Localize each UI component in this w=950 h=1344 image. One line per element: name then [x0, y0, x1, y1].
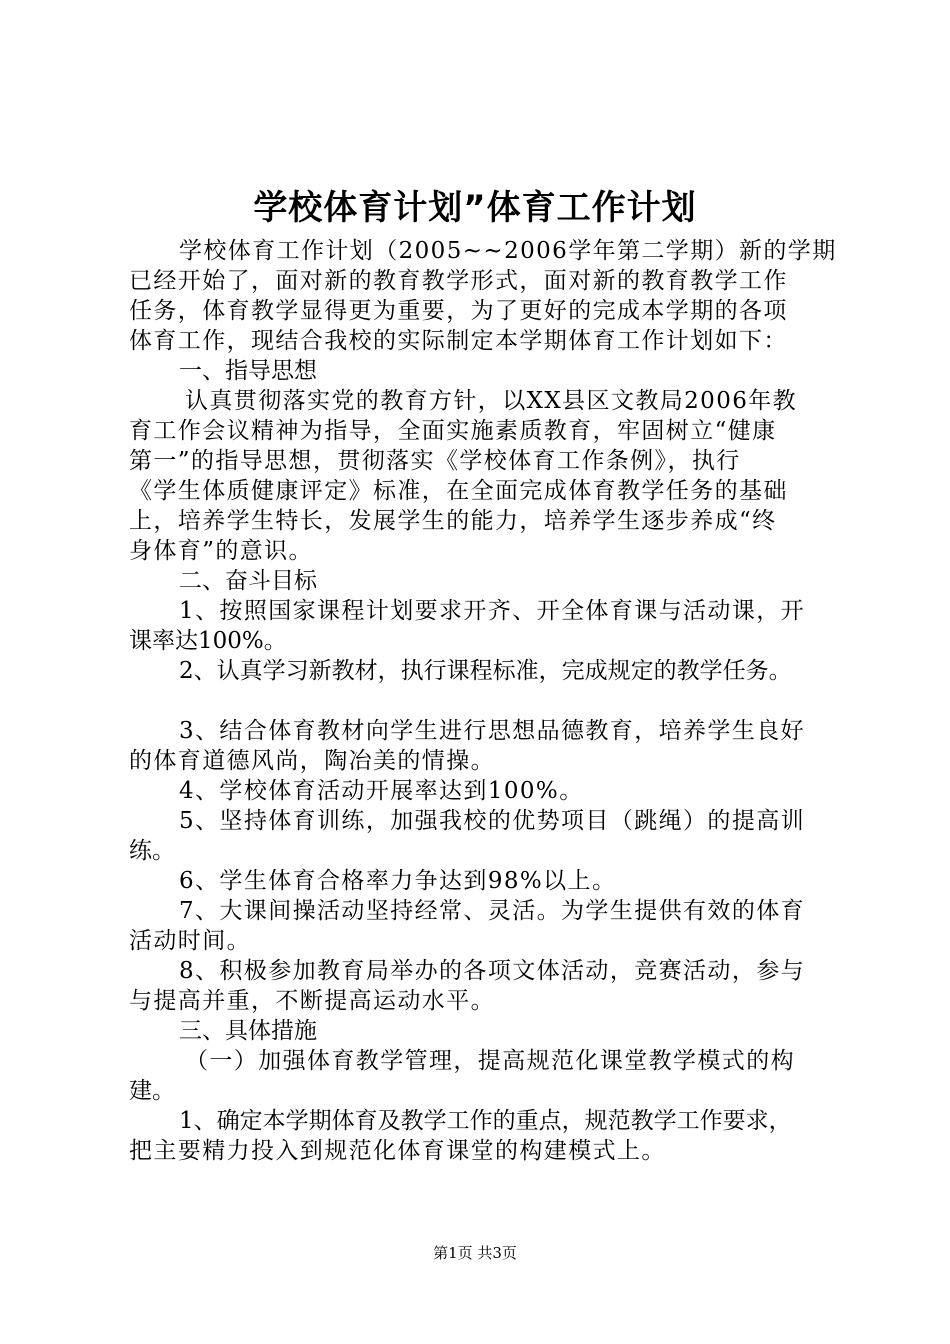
paragraph-line: 已经开始了，面对新的教育教学形式，面对新的教育教学工作: [129, 268, 788, 294]
list-item: 1、按照国家课程计划要求开齐、开全体育课与活动课，开: [179, 598, 806, 624]
paragraph-line: 第一”的指导思想，贯彻落实《学校体育工作条例》，执行: [129, 448, 741, 474]
blank-line: [129, 686, 839, 716]
section-heading: 三、具体措施: [179, 1018, 317, 1044]
paragraph-line: 身体育”的意识。: [129, 538, 313, 564]
list-item: 5、坚持体育训练，加强我校的优势项目（跳绳）的提高训: [179, 808, 806, 834]
subsection-heading: （一）加强体育教学管理，提高规范化课堂教学模式的构: [185, 1048, 795, 1074]
list-item: 把主要精力投入到规范化体育课堂的构建模式上。: [129, 1138, 666, 1164]
document-title: 学校体育计划”体育工作计划: [253, 188, 697, 228]
list-item: 的体育道德风尚，陶冶美的情操。: [129, 748, 495, 774]
paragraph-line: 育工作会议精神为指导，全面实施素质教育，牢固树立“健康: [129, 418, 777, 444]
paragraph-line: 体育工作，现结合我校的实际制定本学期体育工作计划如下：: [129, 328, 788, 354]
list-item: 课率达100%。: [129, 628, 287, 654]
paragraph-line: 学校体育工作计划（2005~~2006学年第二学期）新的学期: [179, 238, 837, 264]
list-item: 与提高并重，不断提高运动水平。: [129, 988, 495, 1014]
page-footer: 第1页 共3页: [433, 1244, 517, 1262]
document-body: [129, 236, 839, 1166]
list-item: 7、大课间操活动坚持经常、灵活。为学生提供有效的体育: [179, 898, 806, 924]
section-heading: 二、奋斗目标: [179, 568, 317, 594]
subsection-heading: 建。: [129, 1078, 175, 1104]
list-item: 4、学校体育活动开展率达到100%。: [179, 778, 584, 804]
list-item: 8、积极参加教育局举办的各项文体活动，竞赛活动，参与: [179, 958, 806, 984]
list-item: 1、确定本学期体育及教学工作的重点，规范教学工作要求，: [179, 1108, 792, 1134]
paragraph-line: 上，培养学生特长，发展学生的能力，培养学生逐步养成“终: [129, 508, 777, 534]
paragraph-line: 《学生体质健康评定》标准，在全面完成体育教学任务的基础: [129, 478, 788, 504]
section-heading: 一、指导思想: [179, 358, 317, 384]
paragraph-line: 任务，体育教学显得更为重要，为了更好的完成本学期的各项: [129, 298, 788, 324]
list-item: 练。: [129, 838, 175, 864]
list-item: 6、学生体育合格率力争达到98%以上。: [179, 868, 617, 894]
paragraph-line: 认真贯彻落实党的教育方针，以XX县区文教局2006年教: [185, 388, 798, 414]
list-item: 2、认真学习新教材，执行课程标准，完成规定的教学任务。: [179, 658, 792, 684]
list-item: 3、结合体育教材向学生进行思想品德教育，培养学生良好: [179, 718, 806, 744]
list-item: 活动时间。: [129, 928, 251, 954]
